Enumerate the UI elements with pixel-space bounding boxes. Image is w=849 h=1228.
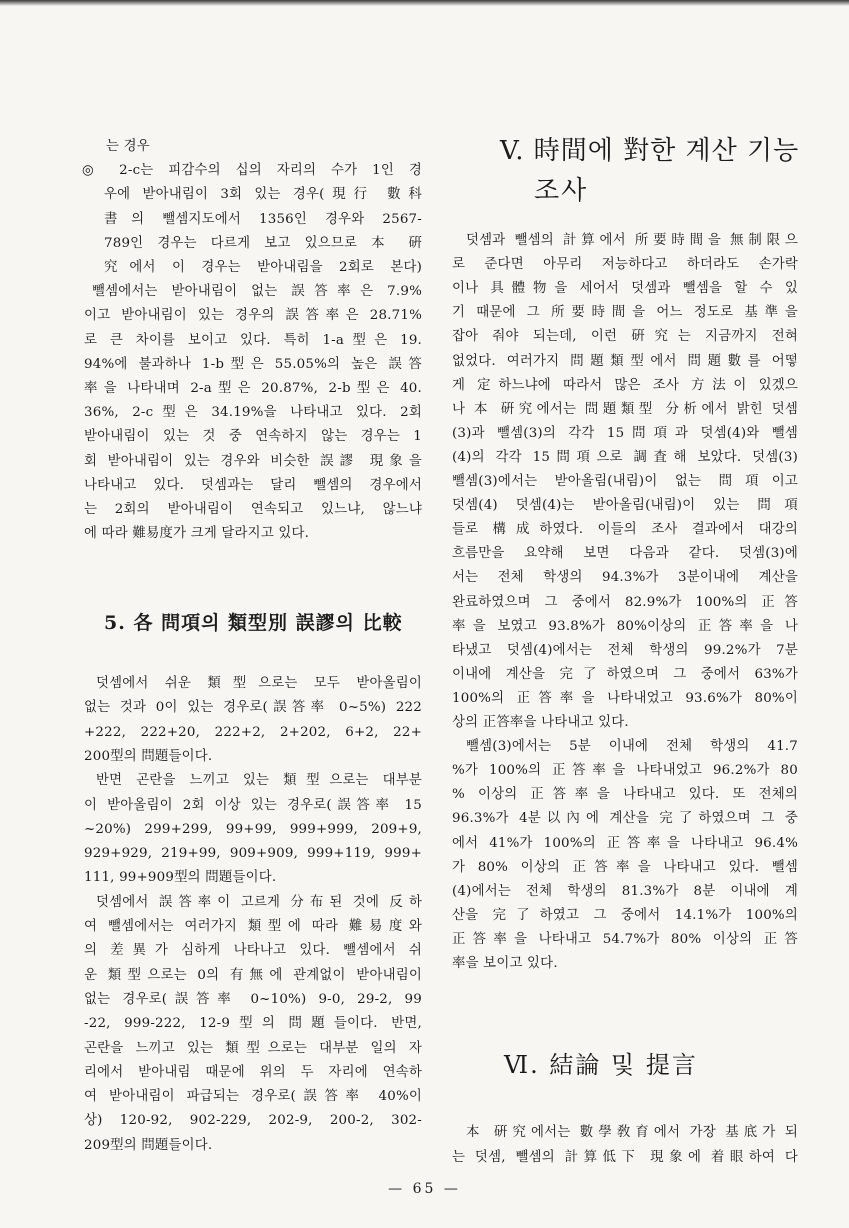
text-line: 뺄셈에서는 받아내림이 없는 誤答率은 7.9%: [92, 284, 422, 300]
text-line: 반면 곤란을 느끼고 있는 類型으로는 대부분: [96, 773, 422, 789]
text-line: -22, 999-222, 12-9型의 問題들이다. 반면,: [84, 1016, 422, 1032]
text-line: 우에 받아내림이 3회 있는 경우(現行 數科: [104, 187, 422, 203]
text-line: 929+929, 219+99, 909+909, 999+119, 999+: [84, 846, 422, 862]
text-line: 111, 99+909型의 問題들이다.: [84, 870, 277, 886]
text-line: 789인 경우는 다르게 보고 있으므로 本 硏: [104, 235, 422, 251]
text-line: 로 큰 차이를 보이고 있다. 특히 1-a型은 19.: [84, 332, 422, 348]
text-line: 여 받아내림이 파급되는 경우로(誤答率 40%이: [84, 1089, 422, 1105]
text-line: 나타내고 있다. 덧셈과는 달리 뺄셈의 경우에서: [84, 477, 422, 493]
text-line: 기 때문에 그 所要時間을 어느 정도로 基準을: [452, 305, 798, 321]
text-line: 正答率을 나타내고 54.7%가 80% 이상의 正答: [452, 931, 798, 947]
section-heading-v-line2: 조사: [534, 176, 589, 206]
text-line: 94%에 불과하나 1-b型은 55.05%의 높은 誤答: [84, 356, 422, 372]
text-line: 덧셈에서 誤答率이 고르게 分布된 것에 反하: [96, 894, 422, 910]
text-line: 率을 나타내며 2-a型은 20.87%, 2-b型은 40.: [84, 381, 422, 396]
text-line: 나 本 硏究에서는 問題類型 分析에서 밝힌 덧셈: [452, 401, 798, 417]
text-line: +222, 222+20, 222+2, 2+202, 6+2, 22+: [84, 724, 422, 740]
text-line: 이내에 계산을 完了하였으며 그 중에서 63%가: [452, 666, 798, 682]
text-line: 흐름만을 요약해 보면 다음과 같다. 덧셈(3)에: [452, 546, 798, 562]
text-line: 에서 41%가 100%의 正答率을 나타내고 96.4%: [452, 835, 798, 851]
text-line: 리에서 받아내림 때문에 위의 두 자리에 연속하: [84, 1064, 422, 1080]
text-line: 완료하였으며 그 중에서 82.9%가 100%의 正答: [452, 594, 798, 610]
text-line: ~20%) 299+299, 99+99, 999+999, 209+9,: [84, 821, 422, 837]
section-heading-5: 5. 各 問項의 類型別 誤謬의 比較: [104, 612, 403, 634]
text-line: 究에서 이 경우는 받아내림을 2회로 본다): [104, 260, 422, 275]
text-line: 로 준다면 아무리 저능하다고 하더라도 손가락: [452, 257, 798, 273]
text-line: 들로 構成하였다. 이들의 조사 결과에서 대강의: [452, 522, 798, 538]
text-line: 가 80% 이상의 正答率을 나타내고 있다. 뺄셈: [452, 859, 798, 875]
text-line: 率을 보이고 있다.: [452, 956, 558, 971]
text-line: 운 類型으로는 0의 有無에 관계없이 받아내림이: [84, 967, 422, 983]
text-line: 게 定하느냐에 따라서 많은 조사 方法이 있겠으: [452, 377, 798, 393]
text-line: 덧셈과 뺄셈의 計算에서 所要時間을 無制限으: [466, 233, 798, 248]
text-line: 받아내림이 있는 것 중 연속하지 않는 경우는 1: [84, 429, 422, 445]
text-line: 없었다. 여러가지 問題類型에서 問題數를 어떻: [452, 353, 798, 369]
text-line: 곤란을 느끼고 있는 類型으로는 대부분 일의 자: [84, 1040, 422, 1056]
text-line: (4)에서는 전체 학생의 81.3%가 8분 이내에 계: [452, 883, 798, 899]
text-line: 이고 받아내림이 있는 경우의 誤答率은 28.71%: [84, 308, 422, 324]
scan-edge: [0, 0, 849, 6]
text-line: 덧셈(4) 덧셈(4)는 받아올림(내림)이 있는 問項: [452, 498, 798, 514]
section-heading-v-line1: V. 時間에 對한 계산 기능: [500, 136, 800, 166]
text-line: 36%, 2-c型은 34.19%을 나타내고 있다. 2회: [84, 405, 422, 421]
text-line: 여 뺄셈에서는 여러가지 類型에 따라 難易度와: [84, 919, 422, 934]
text-line: 잡아 줘야 되는데, 이런 硏究는 지금까지 전혀: [452, 329, 798, 345]
text-line: 덧셈에서 쉬운 類型으로는 모두 받아올림이: [96, 676, 422, 691]
text-line: 뺄셈(3)에서는 받아올림(내림)이 없는 問項이고: [452, 474, 798, 489]
text-line: 서는 전체 학생의 94.3%가 3분이내에 계산을: [452, 570, 798, 586]
text-line: 는 2회의 받아내림이 연속되고 있느냐, 않느냐: [84, 502, 422, 517]
text-line: 100%의 正答率을 나타내었고 93.6%가 80%이: [452, 690, 798, 706]
text-line: 회 받아내림이 있는 경우와 비슷한 誤謬 現象을: [84, 453, 422, 469]
text-line: 96.3%가 4분以內에 계산을 完了하였으며 그 중: [452, 811, 798, 827]
text-line: 없는 것과 0이 있는 경우로(誤答率 0~5%) 222: [84, 700, 422, 716]
text-line: (4)의 각각 15問項으로 調査해 보았다. 덧셈(3): [452, 449, 798, 465]
text-line: 뺄셈(3)에서는 5분 이내에 전체 학생의 41.7: [466, 739, 798, 755]
text-line: 의 差異가 심하게 나타나고 있다. 뺄셈에서 쉬: [84, 943, 422, 959]
text-line: 는 경우: [106, 139, 150, 154]
text-line: 산을 完了하였고 그 중에서 14.1%가 100%의: [452, 907, 798, 923]
text-line: 200型의 問題들이다.: [84, 748, 213, 764]
text-line: 이 받아올림이 2회 이상 있는 경우로(誤答率 15: [84, 797, 422, 813]
text-line: % 이상의 正答率을 나타내고 있다. 또 전체의: [452, 787, 798, 803]
text-line: 없는 경우로(誤答率 0~10%) 9-0, 29-2, 99: [84, 991, 422, 1007]
section-heading-vi: Ⅵ. 結論 및 提言: [504, 1051, 698, 1079]
text-line: ◎ 2-c는 피감수의 십의 자리의 수가 1인 경: [82, 163, 422, 179]
text-line: 本 硏究에서는 數學敎育에서 가장 基底가 되: [466, 1125, 798, 1140]
text-line: 209型의 問題들이다.: [84, 1137, 213, 1153]
text-line: 書의 뺄셈지도에서 1356인 경우와 2567-: [104, 211, 422, 227]
text-line: 타냈고 덧셈(4)에서는 전체 학생의 99.2%가 7분: [452, 642, 798, 658]
text-line: 率을 보였고 93.8%가 80%이상의 正答率을 나: [452, 618, 798, 634]
text-line: 이나 具體物을 세어서 덧셈과 뺄셈을 할 수 있: [452, 281, 798, 297]
text-line: 는 덧셈, 뺄셈의 計算低下 現象에 着眼하여 다: [452, 1149, 798, 1165]
text-line: %가 100%의 正答率을 나타내었고 96.2%가 80: [452, 763, 798, 779]
text-line: 상의 正答率을 나타내고 있다.: [452, 715, 629, 730]
text-line: 에 따라 難易度가 크게 달라지고 있다.: [84, 526, 310, 542]
text-line: (3)과 뺄셈(3)의 각각 15問項과 덧셈(4)와 뺄셈: [452, 425, 798, 441]
text-line: 상) 120-92, 902-229, 202-9, 200-2, 302-: [84, 1113, 422, 1129]
page-number: — 65 —: [388, 1181, 461, 1197]
